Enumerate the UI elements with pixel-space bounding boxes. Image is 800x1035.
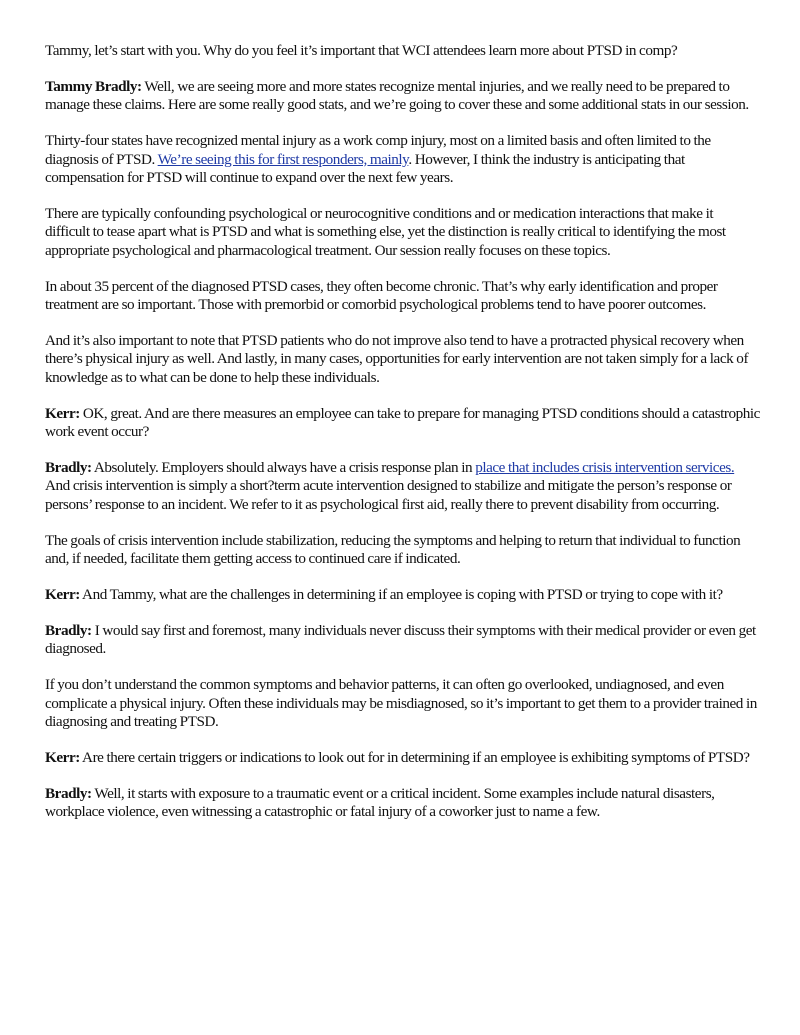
paragraph: [45, 622, 760, 659]
paragraph-text: Thirty-four states have recognized mental injury as a work comp injury, most on a limited basis and often limited to the diagnosis of PTSD.: [45, 132, 711, 168]
paragraph-text: The goals of crisis intervention include stabilization, reducing the symptoms and helping to return that individual to function and, if needed, facilitate them getting access to continued care if indicated.: [45, 531, 741, 568]
paragraph: [45, 676, 760, 731]
paragraph-text: Well, it starts with exposure to a traumatic event or a critical incident. Some examples include natural disasters, workplace violence, even witnessing a catastrophic or fatal injury of a coworker just to name a few.: [45, 784, 715, 821]
paragraph-text: Are there certain triggers or indications to look out for in determining if an employee is exhibiting symptoms of PTSD?: [79, 748, 750, 766]
paragraph-text: Absolutely. Employers should always have a crisis response plan in: [91, 459, 476, 476]
paragraph: [45, 459, 760, 514]
paragraph-text: OK, great. And are there measures an employee can take to prepare for managing PTSD conditions should a catastrophic work event occur?: [45, 404, 760, 441]
paragraph-text: And crisis intervention is simply a short?term acute intervention designed to stabilize and mitigate the person’s response or persons’ response to an incident. We refer to it as psychological first aid, really there to prevent disability from occurring.: [45, 477, 732, 513]
paragraph: [45, 785, 760, 822]
paragraph-text: . However, I think the industry is anticipating that compensation for PTSD will continue to expand over the next few years.: [45, 150, 685, 187]
document-page: [45, 42, 760, 839]
paragraph: [45, 205, 760, 260]
paragraph: [45, 42, 760, 60]
speaker-label: Bradly:: [45, 784, 92, 802]
paragraph: [45, 749, 760, 767]
paragraph-text: If you don’t understand the common symptoms and behavior patterns, it can often go overlooked, undiagnosed, and even complicate a physical injury. Often these individuals may be misdiagnosed, so it’s important to get them to a provider trained in diagnosing and treating PTSD.: [45, 676, 757, 731]
paragraph: [45, 78, 760, 115]
paragraph-text: And Tammy, what are the challenges in determining if an employee is coping with PTSD or trying to cope with it?: [79, 586, 723, 604]
paragraph: [45, 532, 760, 569]
speaker-label: Bradly:: [45, 621, 92, 639]
paragraph-text: Well, we are seeing more and more states recognize mental injuries, and we really need to be prepared to manage these claims. Here are some really good stats, and we’re going to cover these and some additional stats in our session.: [45, 77, 749, 114]
paragraph-text: In about 35 percent of the diagnosed PTSD cases, they often become chronic. That’s why early identification and proper treatment are so important. Those with premorbid or comorbid psychological problems tend to have poorer outcomes.: [45, 277, 718, 314]
speaker-label: Kerr:: [45, 586, 80, 604]
paragraph: [45, 132, 760, 187]
inline-link[interactable]: We’re seeing this for first responders, mainly: [157, 150, 409, 168]
paragraph: [45, 278, 760, 315]
paragraph-text: There are typically confounding psychological or neurocognitive conditions and or medication interactions that make it difficult to tease apart what is PTSD and what is something else, yet the distinction is really critical to identifying the most appropriate psychological and pharmacological treatment. Our session really focuses on these topics.: [45, 204, 726, 259]
speaker-label: Tammy Bradly:: [45, 77, 142, 95]
speaker-label: Bradly:: [45, 459, 92, 476]
paragraph: [45, 332, 760, 387]
paragraph-text: Tammy, let’s start with you. Why do you feel it’s important that WCI attendees learn more about PTSD in comp?: [45, 42, 678, 59]
inline-link[interactable]: place that includes crisis intervention services.: [475, 459, 735, 476]
paragraph: [45, 405, 760, 442]
paragraph: [45, 586, 760, 604]
paragraph-text: I would say first and foremost, many individuals never discuss their symptoms with their medical provider or even get diagnosed.: [45, 621, 756, 658]
speaker-label: Kerr:: [45, 404, 80, 422]
speaker-label: Kerr:: [45, 748, 80, 766]
paragraph-text: And it’s also important to note that PTSD patients who do not improve also tend to have a protracted physical recovery when there’s physical injury as well. And lastly, in many cases, opportunities for early intervention are not taken simply for a lack of knowledge as to what can be done to help these individuals.: [45, 331, 749, 386]
